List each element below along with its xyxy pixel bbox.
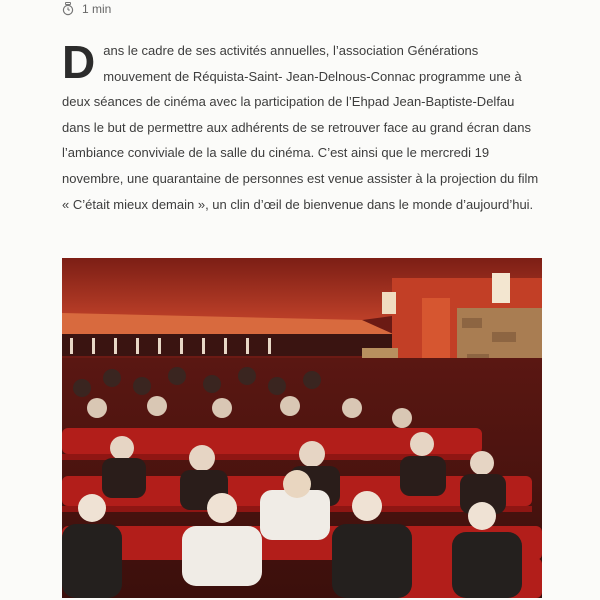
article-body <box>62 38 540 217</box>
article-paragraph: ans le cadre de ses activités annuelles, l’association Générations mouvement de Réquista-Saint- Jean-Delnous-Connac programme une à deux séances de cinéma avec la participation de l’Ehpad Jean-Baptiste-Delfau dans le but de permettre aux adhérents de se retrouver face au grand écran dans l’ambiance conviviale de la salle du cinéma. C’est ainsi que le mercredi 19 novembre, une quarantaine de personnes est venue assister à la projection du film « C’était mieux demain », un clin d’œil de bienvenue dans le monde d’aujourd’hui. <box>62 43 539 212</box>
article-photo <box>62 258 542 598</box>
read-time-label: 1 min <box>82 2 112 16</box>
read-time-meta <box>62 2 111 16</box>
drop-cap: D <box>62 36 96 88</box>
clock-icon <box>62 2 74 16</box>
